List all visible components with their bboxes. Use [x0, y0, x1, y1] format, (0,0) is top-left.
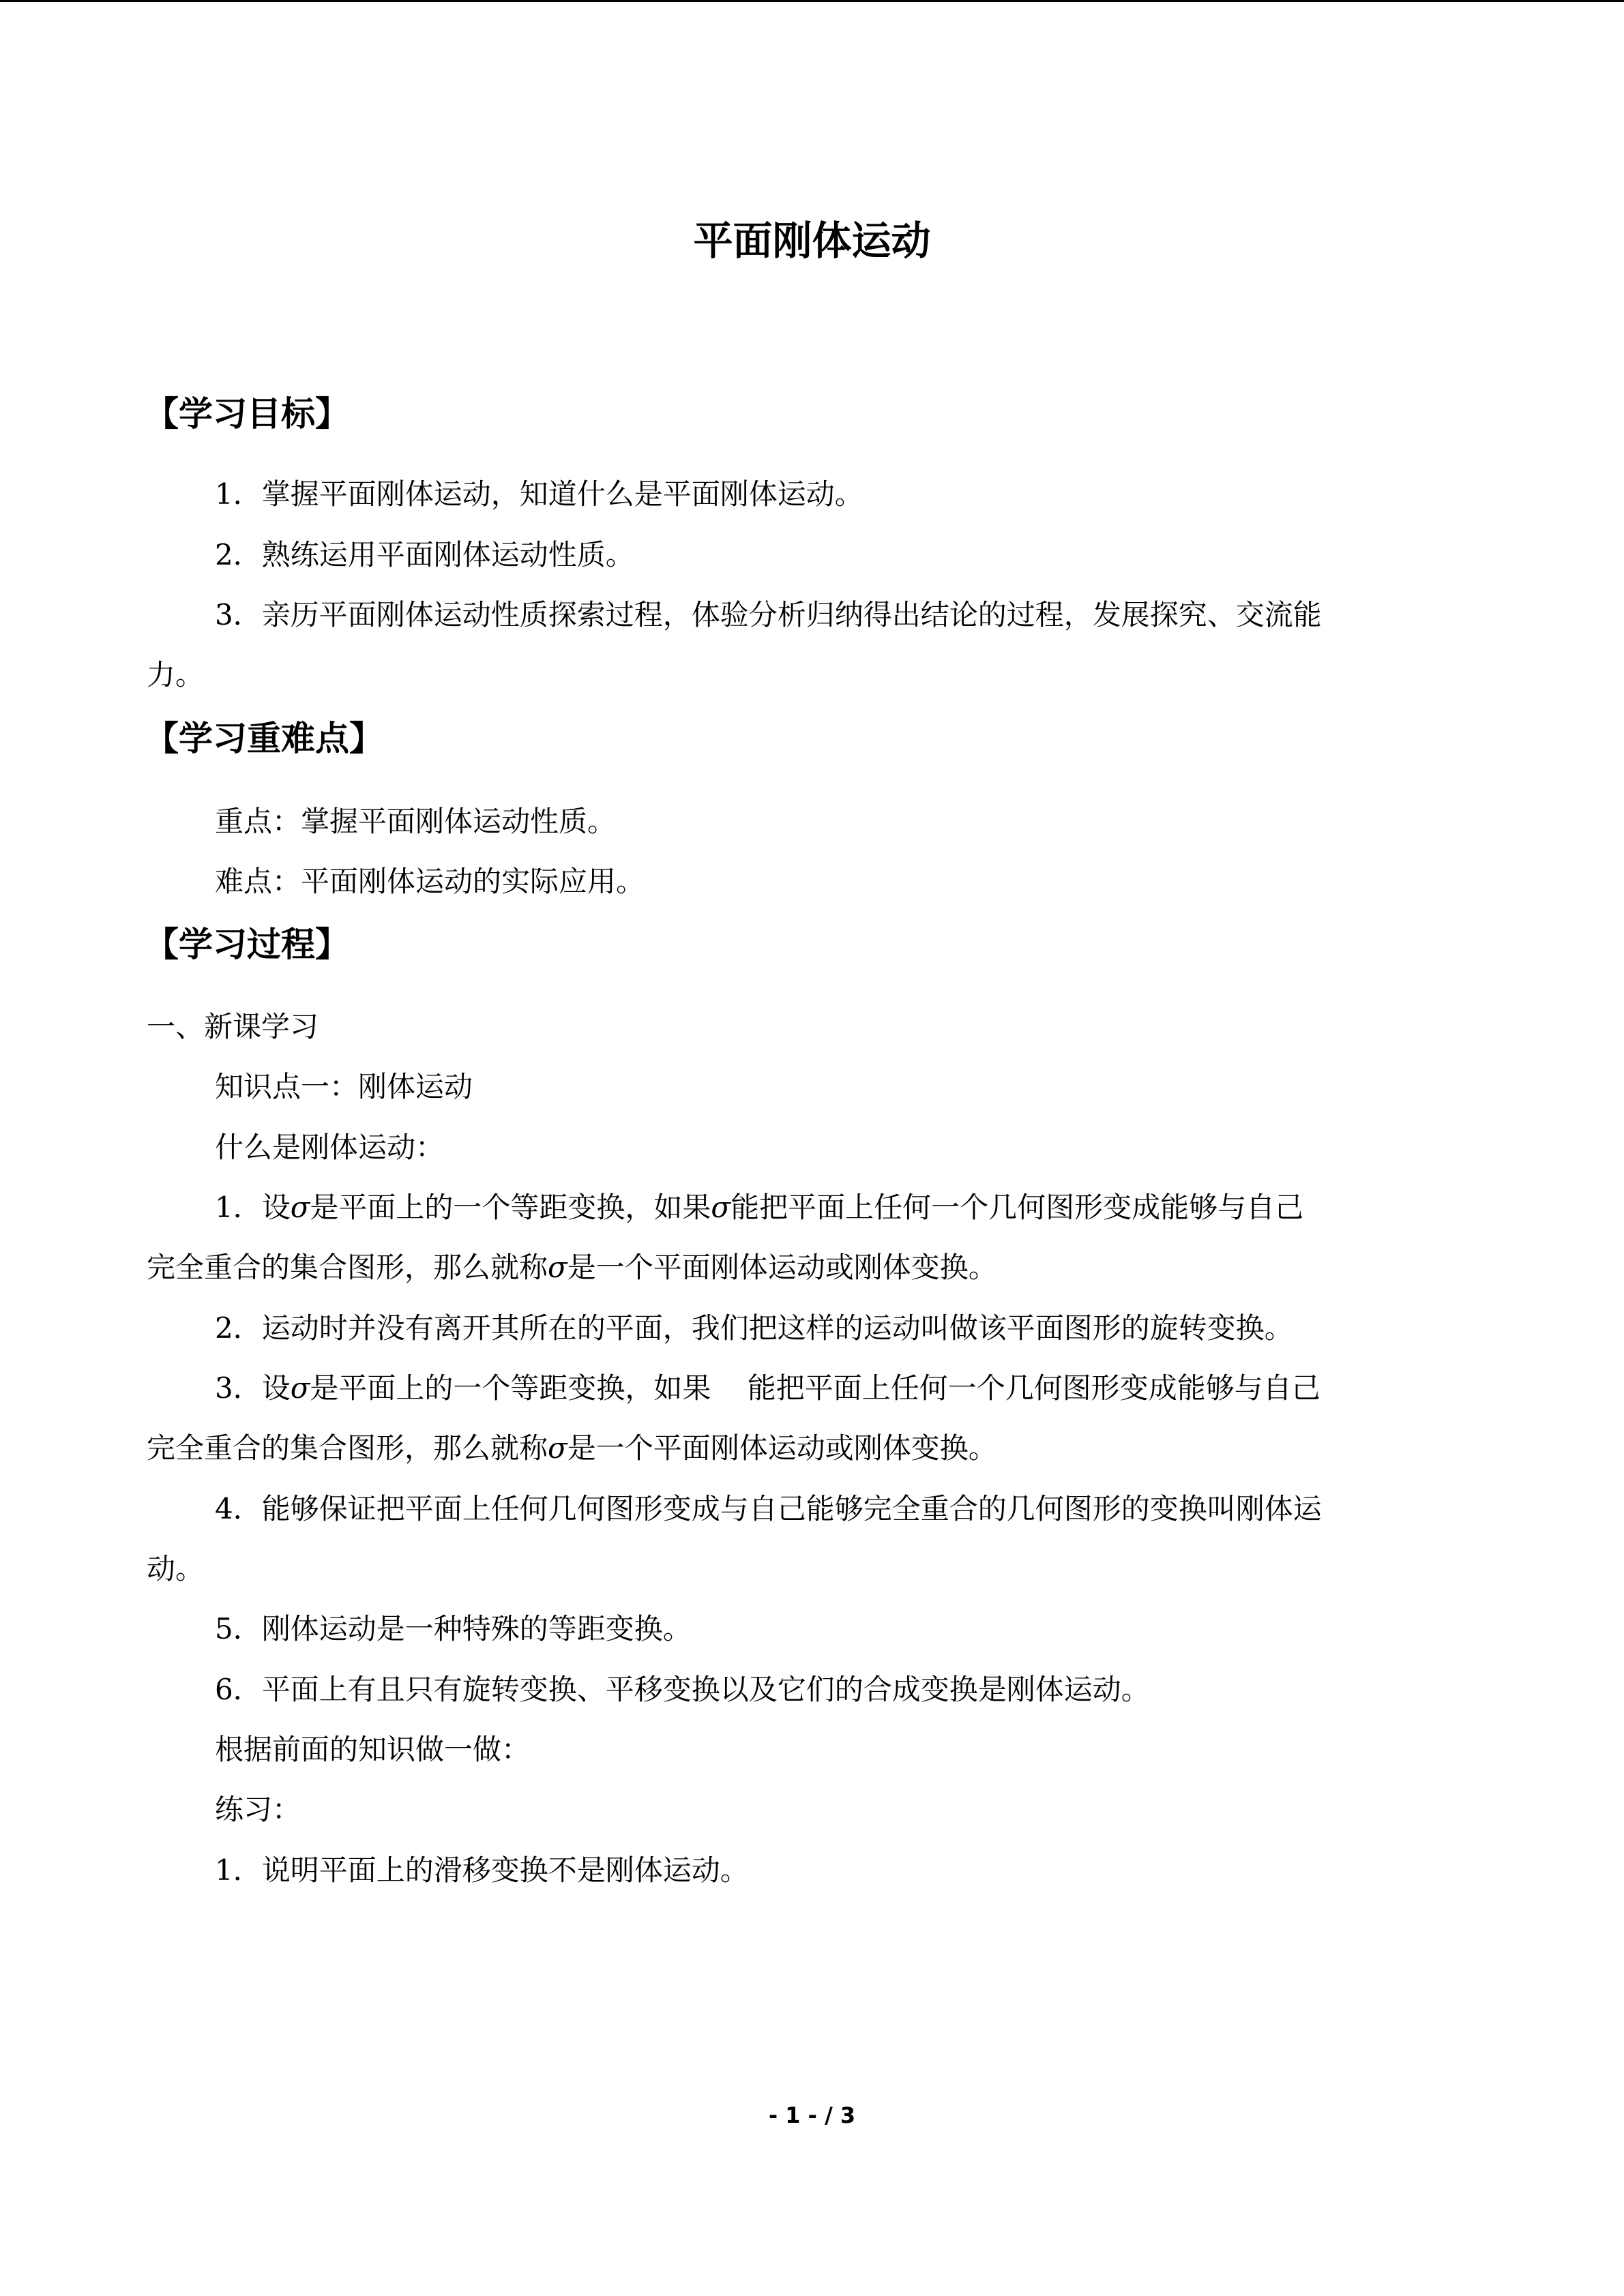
knowledge-point-1: 知识点一：刚体运动: [215, 1070, 473, 1103]
item6: 6．平面上有且只有旋转变换、平移变换以及它们的合成变换是刚体运动。: [215, 1673, 1150, 1706]
document-title: 平面刚体运动: [693, 218, 931, 264]
item2: 2．运动时并没有离开其所在的平面，我们把这样的运动叫做该平面图形的旋转变换。: [215, 1311, 1293, 1345]
heading-learning-process: 【学习过程】: [145, 925, 349, 964]
sigma-symbol: σ: [711, 1191, 731, 1224]
heading-key-points: 【学习重难点】: [145, 719, 383, 758]
goal-item-2: 2．熟练运用平面刚体运动性质。: [215, 538, 634, 571]
item4-line2: 动。: [147, 1552, 205, 1585]
key-point: 重点：掌握平面刚体运动性质。: [215, 805, 617, 838]
page-number: - 1 - / 3: [768, 2102, 856, 2128]
item1-line2: 完全重合的集合图形，那么就称σ是一个平面刚体运动或刚体变换。: [147, 1251, 997, 1284]
practice-label: 练习：: [215, 1793, 301, 1826]
sigma-symbol: σ: [290, 1371, 310, 1405]
item1-line1: 1．设σ是平面上的一个等距变换，如果σ能把平面上任何一个几何图形变成能够与自己: [215, 1191, 1304, 1224]
exercise-1: 1．说明平面上的滑移变换不是刚体运动。: [215, 1853, 749, 1887]
item3-line1: 3．设σ是平面上的一个等距变换，如果 能把平面上任何一个几何图形变成能够与自己: [215, 1371, 1320, 1405]
page-top-border: [0, 0, 1624, 2]
item5: 5．刚体运动是一种特殊的等距变换。: [215, 1612, 692, 1645]
heading-learning-goals: 【学习目标】: [145, 394, 349, 434]
item3-line2: 完全重合的集合图形，那么就称σ是一个平面刚体运动或刚体变换。: [147, 1431, 997, 1465]
practice-intro: 根据前面的知识做一做：: [215, 1733, 531, 1766]
item4-line1: 4．能够保证把平面上任何几何图形变成与自己能够完全重合的几何图形的变换叫刚体运: [215, 1492, 1322, 1525]
goal-item-3-line2: 力。: [147, 658, 205, 691]
sigma-symbol: σ: [548, 1251, 567, 1284]
question-what-is-rigid-motion: 什么是刚体运动：: [215, 1131, 445, 1164]
part-new-lesson: 一、新课学习: [147, 1010, 319, 1043]
difficult-point: 难点：平面刚体运动的实际应用。: [215, 865, 645, 898]
sigma-symbol: σ: [548, 1431, 567, 1465]
goal-item-3-line1: 3．亲历平面刚体运动性质探索过程，体验分析归纳得出结论的过程，发展探究、交流能: [215, 598, 1322, 631]
sigma-symbol: σ: [290, 1191, 310, 1224]
goal-item-1: 1．掌握平面刚体运动，知道什么是平面刚体运动。: [215, 477, 863, 511]
